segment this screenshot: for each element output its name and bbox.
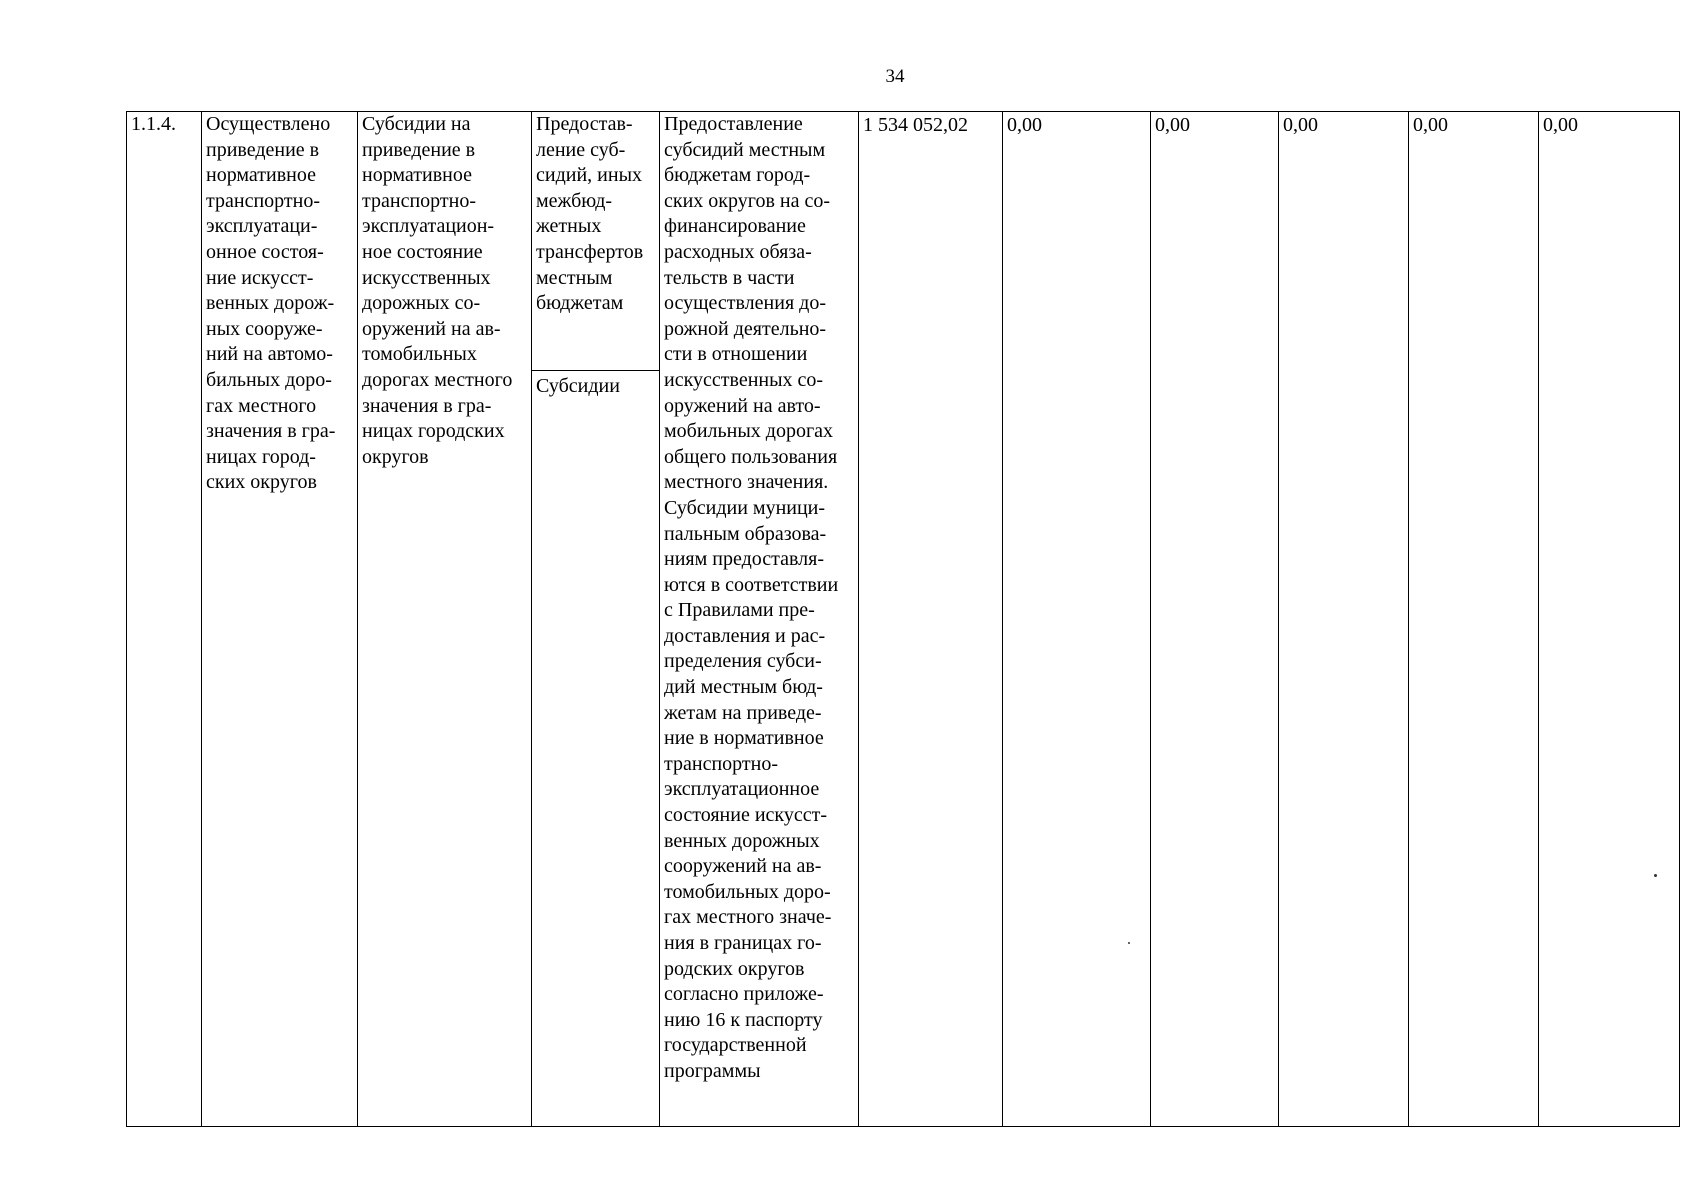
amount-value: 0,00 xyxy=(1007,114,1042,136)
amount-value: 0,00 xyxy=(1413,114,1448,136)
row-index: 1.1.4. xyxy=(131,113,176,135)
type-bottom-text: Субсидии xyxy=(536,375,620,397)
measure-cell xyxy=(358,112,532,1127)
amount-value: 0,00 xyxy=(1155,114,1190,136)
scan-speck xyxy=(1654,874,1657,877)
type-bottom-section xyxy=(536,371,657,400)
amount-cell xyxy=(859,112,1003,1127)
type-top-text: Предостав- ление суб- сидий, иных межбюд- жетных трансфертов местным бюджетам xyxy=(536,113,644,315)
result-cell xyxy=(202,112,358,1127)
row-index-cell xyxy=(127,112,202,1127)
measure-text: Субсидии на приведение в нормативное транспортно- эксплуатацион- ное состояние искусственных дорожных со- оружений на ав- томобильных дорогах местного значения в гра- ницах городских округов xyxy=(362,113,513,468)
amount-cell xyxy=(1409,112,1539,1127)
type-top-section xyxy=(532,112,659,371)
description-cell xyxy=(660,112,859,1127)
amount-value: 0,00 xyxy=(1283,114,1318,136)
amount-value: 0,00 xyxy=(1543,114,1578,136)
page-number: 34 xyxy=(885,66,905,87)
amount-cell xyxy=(1003,112,1151,1127)
amount-cell xyxy=(1151,112,1279,1127)
description-text: Предоставление субсидий местным бюджетам город- ских округов на со- финансирование расходных обяза- тельств в части осуществления до- рожной деятельно- сти в отношении искусственных со- оружений на авто- мобильных дорогах общего пользования местного значения. Субсидии муници- пальным образова- ниям предоставля- ются в соответствии с Правилами пре- доставления и рас- пределения субси- дий местным бюд- жетам на приведе- ние в нормативное транспортно- эксплуатационное состояние искусст- венных дорожных сооружений на ав- томобильных доро- гах местного значе- ния в границах го- родских округов согласно приложе- нию 16 к паспорту государственной программы xyxy=(664,113,839,1082)
type-cell xyxy=(532,112,660,1127)
result-text: Осуществлено приведение в нормативное транспортно- эксплуатаци- онное состоя- ние искусст- венных дорож- ных сооруже- ний на автомо- бильных доро- гах местного значения в гра- ницах город- ских округов xyxy=(206,113,336,494)
amount-cell xyxy=(1539,112,1680,1127)
amount-value: 1 534 052,02 xyxy=(863,114,968,136)
amount-cell xyxy=(1279,112,1409,1127)
scan-speck xyxy=(1128,942,1130,944)
program-table xyxy=(126,111,1680,1127)
table-row xyxy=(127,112,1680,1127)
